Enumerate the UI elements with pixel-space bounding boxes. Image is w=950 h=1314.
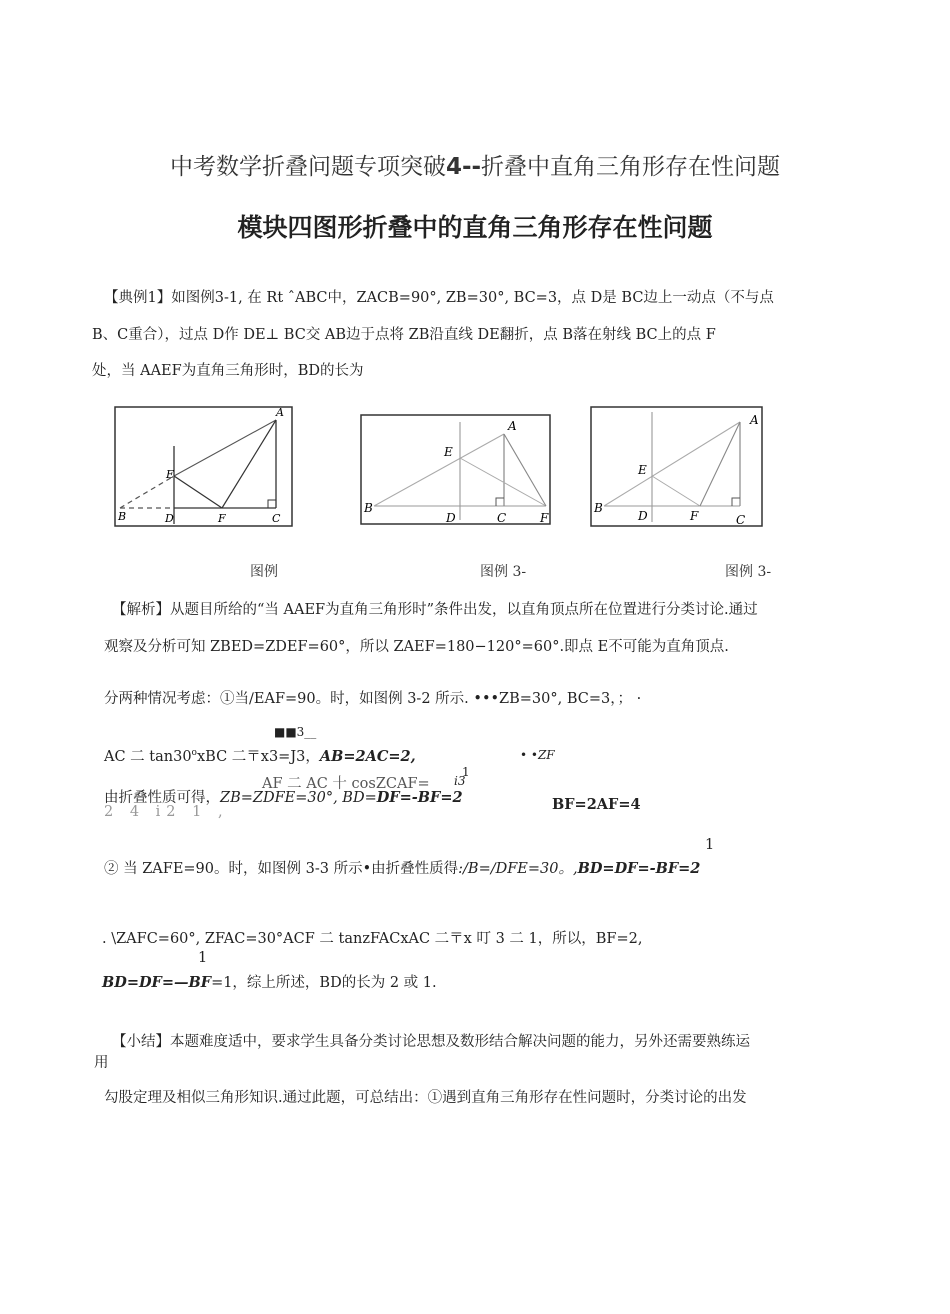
segment-af [504, 434, 546, 506]
fold-angle-eq: ZB=ZDFE=30°, BD= [220, 790, 377, 806]
title-part-a: 中考数学折叠问题专项突破 [169, 154, 446, 180]
segment-ba [374, 434, 504, 506]
bf-equation: BF=2AF=4 [552, 796, 641, 813]
label-a: A [276, 406, 284, 419]
label-f: F [690, 509, 699, 523]
example-line-1: 【典例1】如图例3-1, 在 Rt ˆABC中，ZACB=90°, ZB=30°, BC=3，点 D是 BC边上一动点（不与点 [104, 290, 774, 306]
segment-ef [460, 458, 546, 506]
fold-property-line [104, 786, 463, 807]
result-line [102, 971, 437, 992]
figure-caption-3: 图例 3- [725, 564, 772, 580]
summary-line-1-cont: 用 [94, 1055, 109, 1071]
result-conclusion: =1，综上所述，BD的长为 2 或 1. [211, 975, 437, 991]
label-a: A [750, 413, 759, 427]
label-d: D [446, 511, 456, 525]
label-b: B [594, 501, 603, 515]
result-fraction-num: 1 [198, 950, 208, 966]
label-f: F [540, 511, 549, 525]
label-e: E [638, 463, 647, 477]
label-c: C [497, 511, 507, 525]
label-e: E [166, 468, 175, 481]
case-intro: 分两种情况考虑：①当∕EAF=90。时，如图例 3-2 所示. •••ZB=30°, BC=3，； · [104, 691, 642, 707]
label-f: F [218, 512, 226, 525]
ac-equation [104, 745, 416, 766]
right-angle-mark [732, 498, 740, 506]
summary-line-2: 勾股定理及相似三角形知识.通过此题，可总结出：①遇到直角三角形存在性问题时，分类讨论的出发 [104, 1090, 747, 1106]
right-angle-mark [496, 498, 504, 506]
af-superscript: 1 [462, 765, 470, 779]
figure-caption-2: 图例 3- [480, 564, 527, 580]
af-equation: AF 二 AC 十 cosZCAF= [262, 776, 430, 792]
figure-frame [361, 415, 550, 524]
ac-eq-part-b: xBC 二〒x3=J3， [196, 749, 320, 765]
case2-angle-eq: :∕B=∕DFE=30。, [458, 861, 578, 877]
calc-line: . \ZAFC=60°, ZFAC=30°ACF 二 tanzFACxAC 二〒x 叮 3 二 1，所以，BF=2, [102, 931, 643, 947]
fraction-top: ■■3__ [274, 725, 317, 739]
case2-fraction-num: 1 [705, 837, 715, 853]
analysis-line-1: 【解析】从题目所给的“当 AAEF为直角三角形时”条件出发，以直角顶点所在位置进行分类讨论.通过 [112, 602, 758, 618]
case-2-line [104, 857, 700, 878]
document-title [0, 148, 950, 181]
overlapped-text: 2 4 i2 1 , [104, 804, 229, 820]
case2-result: BD=DF=-BF=2 [577, 860, 701, 877]
right-dots: • •ZF [520, 748, 555, 762]
ac-eq-part-a: AC 二 tan30 [104, 749, 192, 765]
af-tail: i3 [454, 774, 466, 788]
label-e: E [444, 445, 453, 459]
example-line-2: B、C重合），过点 D作 DE⊥ BC交 AB边于点将 ZB沿直线 DE翻折，点 B落在射线 BC上的点 F [92, 327, 716, 343]
fold-result: DF=-BF=2 [376, 789, 463, 806]
figure-3-1 [114, 406, 294, 528]
label-c: C [736, 513, 746, 527]
ac-eq-sup: o [191, 748, 197, 759]
case2-text: ② 当 ZAFE=90。时，如图例 3-3 所示•由折叠性质得 [104, 861, 459, 877]
segment-ea [174, 420, 276, 476]
label-d: D [165, 512, 174, 525]
analysis-line-2: 观察及分析可知 ZBED=ZDEF=60°，所以 ZAEF=180−120°=60°.即点 E不可能为直角顶点. [104, 639, 729, 655]
right-angle-mark [268, 500, 276, 508]
title-part-b: 4-- [445, 154, 482, 180]
label-b: B [364, 501, 373, 515]
segment-fa [222, 420, 276, 508]
label-c: C [272, 512, 281, 525]
figure-3-2 [360, 414, 552, 526]
result-equation: BD=DF=—BF [102, 974, 212, 991]
figure-3-3 [590, 406, 764, 528]
segment-ef [652, 476, 700, 506]
ab-equation: AB=2AC=2, [319, 748, 416, 765]
fold-text: 由折叠性质可得， [104, 790, 220, 806]
label-a: A [508, 419, 517, 433]
label-b: B [118, 510, 127, 523]
figure-caption-1: 图例 [250, 564, 278, 580]
segment-ef [174, 476, 222, 508]
module-title: 模块四图形折叠中的直角三角形存在性问题 [237, 213, 713, 242]
label-d: D [638, 509, 648, 523]
summary-line-1: 【小结】本题难度适中，要求学生具备分类讨论思想及数形结合解决问题的能力，另外还需要熟练运 [112, 1034, 750, 1050]
example-line-3: 处，当 AAEF为直角三角形时，BD的长为 [92, 363, 364, 379]
title-part-c: 折叠中直角三角形存在性问题 [481, 154, 781, 180]
